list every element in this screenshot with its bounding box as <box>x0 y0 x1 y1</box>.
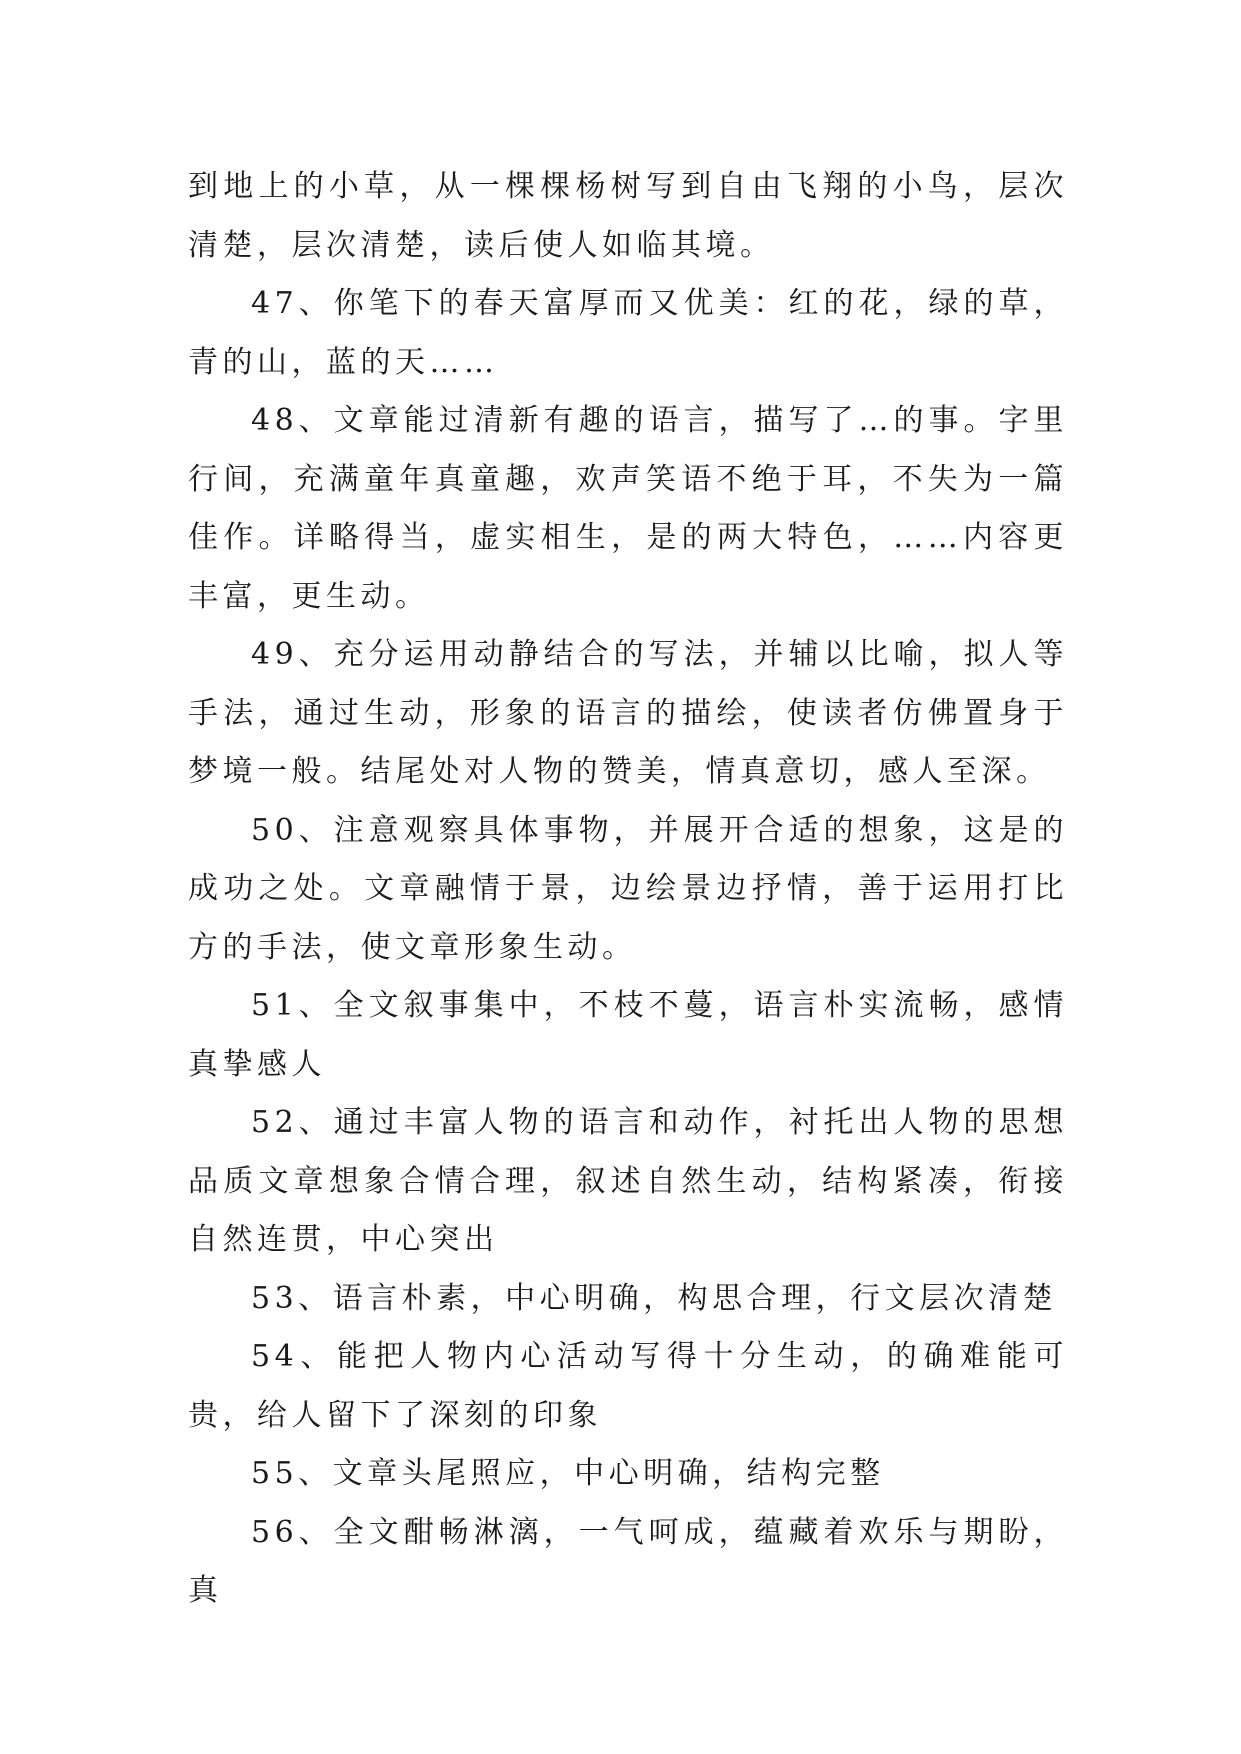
paragraph-54: 54、能把人物内心活动写得十分生动，的确难能可贵，给人留下了深刻的印象 <box>188 1339 1068 1433</box>
paragraph-55: 55、文章头尾照应，中心明确，结构完整 <box>251 1456 885 1491</box>
paragraph-48: 48、文章能过清新有趣的语言，描写了…的事。字里行间，充满童年真童趣，欢声笑语不绝于耳，不失为一篇佳作。详略得当，虚实相生，是的两大特色，……内容更丰富，更生动。 <box>188 403 1068 614</box>
paragraph-49: 49、充分运用动静结合的写法，并辅以比喻，拟人等手法，通过生动，形象的语言的描绘，使读者仿佛置身于梦境一般。结尾处对人物的赞美，情真意切，感人至深。 <box>188 637 1068 789</box>
paragraph-52: 52、通过丰富人物的语言和动作，衬托出人物的思想品质文章想象合情合理，叙述自然生动，结构紧凑，衔接自然连贯，中心突出 <box>188 1105 1068 1257</box>
paragraph-51: 51、全文叙事集中，不枝不蔓，语言朴实流畅，感情真挚感人 <box>188 988 1068 1082</box>
paragraph-47: 47、你笔下的春天富厚而又优美：红的花，绿的草，青的山，蓝的天…… <box>188 286 1068 380</box>
paragraph-53: 53、语言朴素，中心明确，构思合理，行文层次清楚 <box>251 1280 1058 1316</box>
paragraph-50: 50、注意观察具体事物，并展开合适的想象，这是的成功之处。文章融情于景，边绘景边抒情，善于运用打比方的手法，使文章形象生动。 <box>188 812 1068 965</box>
document-body <box>188 158 1068 1621</box>
paragraph-continuation: 到地上的小草，从一棵棵杨树写到自由飞翔的小鸟，层次清楚，层次清楚，读后使人如临其境。 <box>188 169 1068 263</box>
paragraph-56: 56、全文酣畅淋漓，一气呵成，蕴藏着欢乐与期盼，真 <box>188 1514 1068 1608</box>
